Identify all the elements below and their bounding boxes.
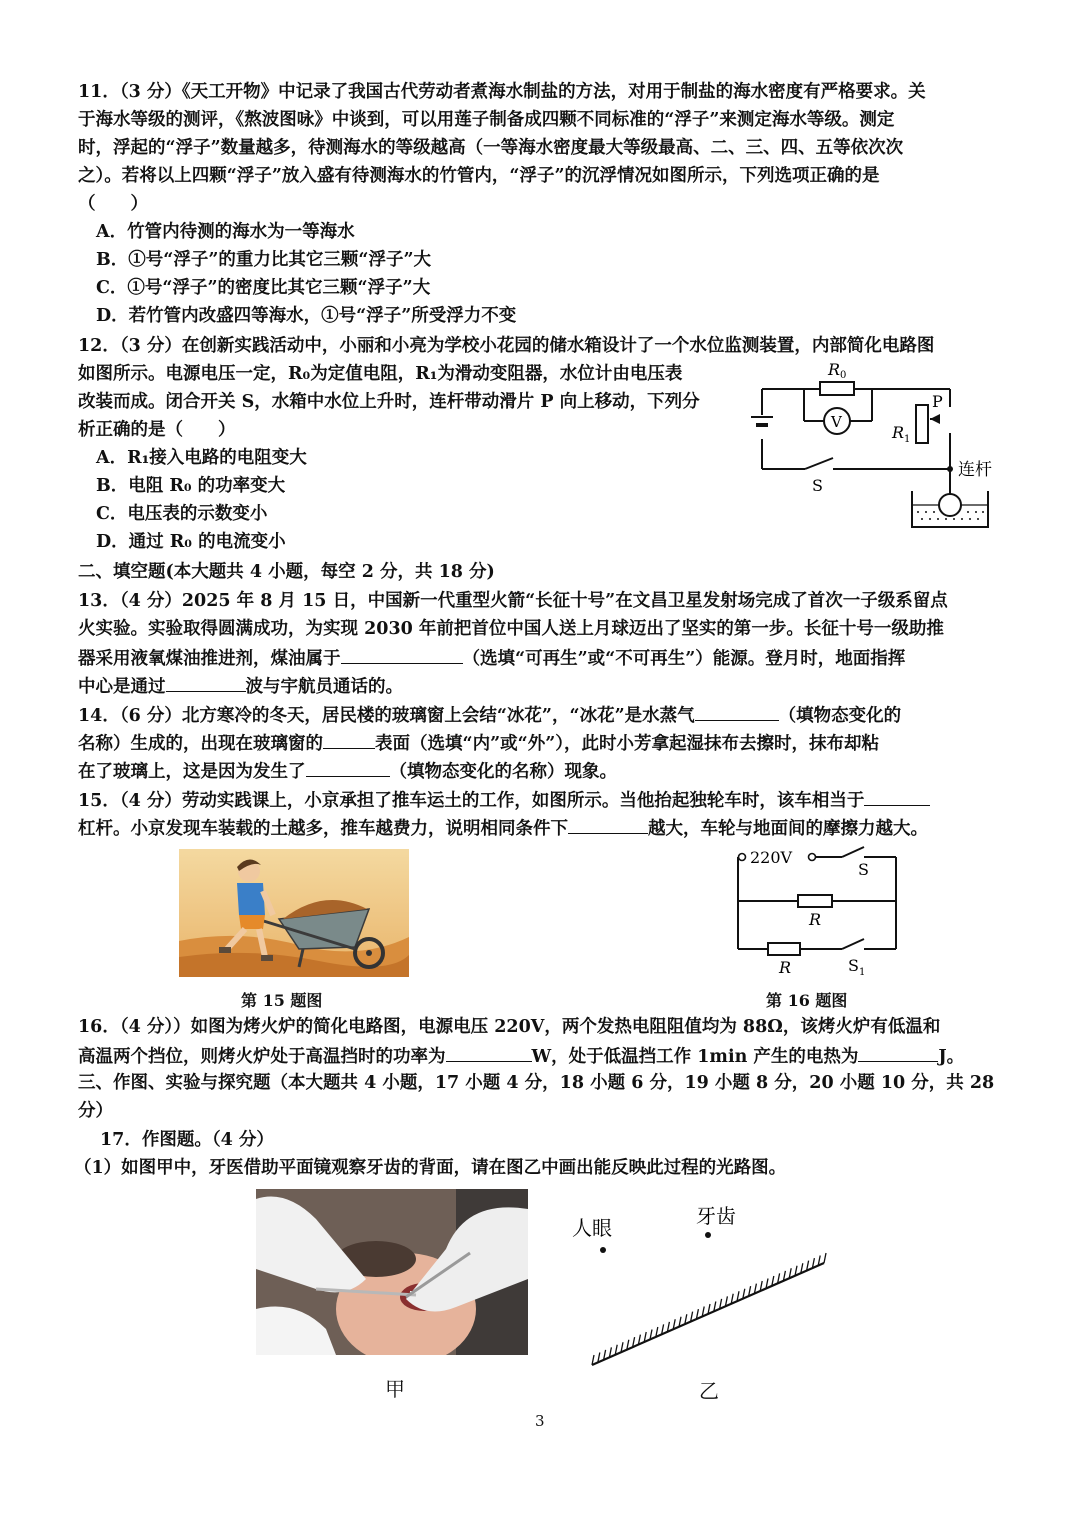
q12-option-c: C．电压表的示数变小 xyxy=(96,504,268,524)
q14-line-1: 14．（6 分）北方寒冷的冬天，居民楼的玻璃窗上会结“冰花”，“冰花”是水蒸气 （填物态变化的 xyxy=(78,702,901,728)
q15-blank-1[interactable] xyxy=(864,787,930,806)
resistor-top xyxy=(798,895,832,907)
section-3-heading-line-2: 分） xyxy=(78,1101,113,1121)
eye-label: 人眼 xyxy=(572,1216,612,1240)
q14-blank-2[interactable] xyxy=(323,730,375,749)
q11-option-a: A．竹管内待测的海水为一等海水 xyxy=(96,222,355,242)
q13-line-3: 器采用液氧煤油推进剂，煤油属于 （选填“可再生”或“不可再生”）能源。登月时，地面指挥 xyxy=(78,645,905,671)
q12-option-b: B．电阻 R₀ 的功率变大 xyxy=(96,476,286,496)
page-number: 3 xyxy=(535,1412,545,1430)
mirror-hatch xyxy=(824,1253,826,1263)
q14-line-2: 名称）生成的，出现在玻璃窗的 表面（选填“内”或“外”），此时小芳拿起湿抹布去擦时，抹布却粘 xyxy=(78,730,879,756)
float-ball xyxy=(939,494,961,516)
q11-line-5: （ ） xyxy=(78,194,148,214)
dentist-photo xyxy=(256,1189,528,1355)
q11-line-3: 时，浮起的“浮子”数量越多，待测海水的等级越高（一等海水密度最大等级最高、二、三、四、五等依次次 xyxy=(78,138,904,158)
switch-s-label: S xyxy=(858,860,869,879)
slider-p-label: P xyxy=(932,392,943,411)
q11-line-2: 于海水等级的测评，《熬波图咏》中谈到，可以用莲子制备成四颗不同标准的“浮子”来测定海水等级。测定 xyxy=(78,110,895,130)
r1-label: R xyxy=(892,423,905,442)
q13-blank-1[interactable] xyxy=(341,645,463,664)
r0-resistor xyxy=(820,382,854,395)
resistor-bottom-label: R xyxy=(779,958,792,977)
q12-line-4: 析正确的是（ ） xyxy=(78,420,236,440)
r1-resistor xyxy=(916,405,928,443)
q13-blank-2[interactable] xyxy=(166,673,246,692)
fig17-caption-a: 甲 xyxy=(385,1377,405,1401)
tooth-point xyxy=(705,1232,711,1238)
q15-blank-2[interactable] xyxy=(568,815,648,834)
q17-title: 17．作图题。（4 分） xyxy=(100,1130,274,1150)
eye-point xyxy=(600,1247,606,1253)
switch-s-label: S xyxy=(812,476,823,495)
section-2-heading: 二、填空题(本大题共 4 小题，每空 2 分，共 18 分) xyxy=(78,562,495,582)
q16-line-1: 16．（4 分））如图为烤火炉的简化电路图，电源电压 220V，两个发热电阻阻值均为 88Ω，该烤火炉有低温和 xyxy=(78,1017,941,1037)
q16-circuit-diagram xyxy=(728,843,908,978)
q13-line-2: 火实验。实验取得圆满成功，为实现 2030 年前把首位中国人送上月球迈出了坚实的第一步。长征十号一级助推 xyxy=(78,619,944,639)
q16-line-2: 高温两个挡位，则烤火炉处于高温挡时的功率为 W，处于低温挡工作 1min 产生的电热为 J。 xyxy=(78,1043,964,1069)
q12-option-d: D．通过 R₀ 的电流变小 xyxy=(96,532,286,552)
mirror-diagram xyxy=(560,1195,840,1385)
q15-line-1: 15．（4 分）劳动实践课上，小京承担了推车运土的工作，如图所示。当他抬起独轮车时，该车相当于 xyxy=(78,787,930,813)
q14-blank-3[interactable] xyxy=(306,758,390,777)
q12-line-3: 改装而成。闭合开关 S，水箱中水位上升时，连杆带动滑片 P 向上移动，下列分 xyxy=(78,392,700,412)
voltmeter-label: V xyxy=(831,413,842,431)
q14-line-3: 在了玻璃上，这是因为发生了 （填物态变化的名称）现象。 xyxy=(78,758,617,784)
plane-mirror xyxy=(592,1253,826,1365)
switch-s1-label: S xyxy=(848,956,859,975)
r0-subscript: 0 xyxy=(840,370,847,381)
resistor-top-label: R xyxy=(809,910,822,929)
q11-line-1: 11．（3 分）《天工开物》中记录了我国古代劳动者煮海水制盐的方法，对用于制盐的海水密度有严格要求。关 xyxy=(78,82,926,102)
q15-line-2: 杠杆。小京发现车装载的土越多，推车越费力，说明相同条件下 越大，车轮与地面间的摩擦力越大。 xyxy=(78,815,928,841)
r1-subscript: 1 xyxy=(904,434,911,445)
q16-blank-2[interactable] xyxy=(858,1043,938,1062)
q11-option-d: D．若竹管内改盛四等海水，①号“浮子”所受浮力不变 xyxy=(96,306,517,326)
q12-option-a: A．R₁接入电路的电阻变大 xyxy=(96,448,307,468)
r0-label: R xyxy=(828,360,841,379)
voltage-label: 220V xyxy=(750,848,793,867)
wheelbarrow-illustration xyxy=(179,849,409,977)
q12-circuit-diagram xyxy=(740,355,1020,535)
q12-line-2: 如图所示。电源电压一定，R₀为定值电阻，R₁为滑动变阻器，水位计由电压表 xyxy=(78,364,683,384)
q13-line-4: 中心是通过 波与宇航员通话的。 xyxy=(78,673,403,699)
fig15-caption: 第 15 题图 xyxy=(241,991,323,1010)
q16-blank-1[interactable] xyxy=(446,1043,532,1062)
tooth-label: 牙齿 xyxy=(696,1204,736,1228)
q13-line-1: 13．（4 分）2025 年 8 月 15 日，中国新一代重型火箭“长征十号”在文昌卫星发射场完成了首次一子级系留点 xyxy=(78,591,948,611)
fig16-caption: 第 16 题图 xyxy=(766,991,848,1010)
q11-option-c: C．①号“浮子”的密度比其它三颗“浮子”大 xyxy=(96,278,431,298)
q11-line-4: 之）。若将以上四颗“浮子”放入盛有待测海水的竹管内，“浮子”的沉浮情况如图所示，下列选项正确的是 xyxy=(78,166,880,186)
switch-s1-subscript: 1 xyxy=(859,967,866,978)
q11-option-b: B．①号“浮子”的重力比其它三颗“浮子”大 xyxy=(96,250,432,270)
q12-line-1: 12．（3 分）在创新实践活动中，小丽和小亮为学校小花园的储水箱设计了一个水位监测装置，内部简化电路图 xyxy=(78,336,935,356)
rod-label: 连杆 xyxy=(958,460,992,480)
q14-blank-1[interactable] xyxy=(695,702,779,721)
fig17-caption-b: 乙 xyxy=(699,1379,719,1403)
resistor-bottom xyxy=(768,943,800,955)
q17-part-1: （1）如图甲中，牙医借助平面镜观察牙齿的背面，请在图乙中画出能反映此过程的光路图。 xyxy=(74,1158,787,1178)
section-3-heading-line-1: 三、作图、实验与探究题（本大题共 4 小题，17 小题 4 分，18 小题 6 分，19 小题 8 分，20 小题 10 分，共 28 xyxy=(78,1073,995,1093)
